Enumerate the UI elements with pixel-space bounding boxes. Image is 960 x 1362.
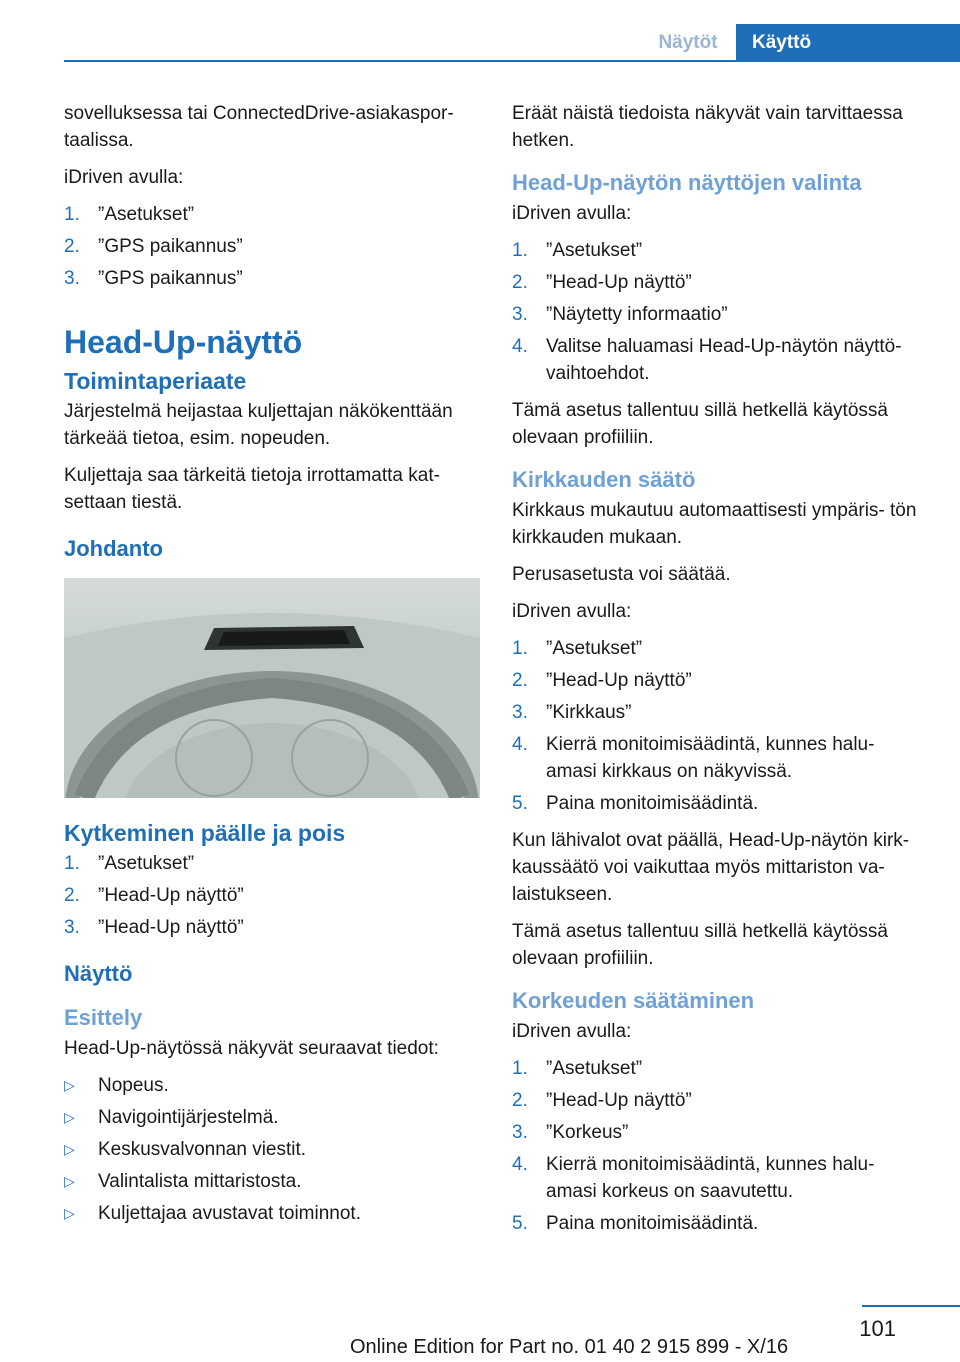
saved-text-1: Tämä asetus tallentuu sillä hetkellä käytössä olevaan profiiliin.: [512, 400, 888, 448]
list-item: 4. Kierrä monitoimisäädintä, kunnes halu- amasi kirkkaus on näkyvissä.: [512, 734, 875, 782]
steps-gps: [64, 201, 484, 292]
list-item: 1. ”Asetukset”: [512, 1058, 643, 1079]
section-switch: Kytkeminen päälle ja pois: [64, 820, 346, 846]
steps-switch: [64, 850, 484, 941]
idrive-label: iDriven avulla:: [512, 601, 632, 622]
header-tab-operation: Käyttö: [736, 24, 960, 62]
section-display: Näyttö: [64, 961, 133, 986]
intro-right-text: Eräät näistä tiedoista näkyvät vain tarvittaessa hetken.: [512, 103, 903, 151]
principle-text-1: Järjestelmä heijastaa kuljettajan näkökenttään tärkeää tietoa, esim. nopeuden.: [64, 401, 453, 449]
header-tab-displays: Näytöt: [658, 32, 718, 53]
steps-select: [512, 237, 928, 387]
page-number: 101: [859, 1316, 896, 1341]
dashboard-illustration: [64, 578, 480, 798]
principle-text-2: Kuljettaja saa tärkeitä tietoja irrottamatta kat- settaan tiestä.: [64, 465, 440, 513]
section-brightness: Kirkkauden säätö: [512, 467, 696, 492]
list-item: 1. ”Asetukset”: [512, 240, 643, 261]
list-item: 5. Paina monitoimisäädintä.: [512, 793, 759, 814]
list-item: 2. ”Head-Up näyttö”: [512, 670, 692, 691]
intro-text: sovelluksessa tai ConnectedDrive-asiakaspor- taalissa.: [64, 103, 454, 151]
steps-brightness: [512, 635, 928, 817]
section-overview: Esittely: [64, 1005, 143, 1030]
list-item: 3. ”Näytetty informaatio”: [512, 304, 728, 325]
header-rule: [64, 60, 960, 62]
list-item: 2. ”Head-Up näyttö”: [512, 272, 692, 293]
list-item: 2. ”Head-Up näyttö”: [64, 885, 244, 906]
list-item: ▷ Navigointijärjestelmä.: [64, 1107, 279, 1128]
list-item: 3. ”Head-Up näyttö”: [64, 917, 244, 938]
right-column: [512, 100, 928, 1247]
footer-rule: [862, 1305, 960, 1307]
brightness-text-3: Kun lähivalot ovat päällä, Head-Up-näytön kirk- kaussäätö voi vaikuttaa myös mittariston va- laistukseen.: [512, 830, 910, 905]
section-principle: Toimintaperiaate: [64, 368, 247, 394]
section-height: Korkeuden säätäminen: [512, 988, 755, 1013]
hud-figure: [64, 578, 480, 798]
list-item: 2. ”GPS paikannus”: [64, 236, 243, 257]
page-title: Head-Up-näyttö: [64, 324, 303, 360]
section-intro: Johdanto: [64, 536, 163, 561]
list-item: 3. ”Kirkkaus”: [512, 702, 632, 723]
list-item: ▷ Keskusvalvonnan viestit.: [64, 1139, 307, 1160]
list-item: 2. ”Head-Up näyttö”: [512, 1090, 692, 1111]
list-item: 1. ”Asetukset”: [512, 638, 643, 659]
edition-text: Online Edition for Part no. 01 40 2 915 899 - X/16: [350, 1336, 789, 1358]
list-item: ▷ Valintalista mittaristosta.: [64, 1171, 302, 1192]
list-item: 4. Kierrä monitoimisäädintä, kunnes halu- amasi korkeus on saavutettu.: [512, 1154, 875, 1202]
list-item: 1. ”Asetukset”: [64, 204, 195, 225]
list-item: 3. ”GPS paikannus”: [64, 268, 243, 289]
display-info-list: [64, 1072, 484, 1227]
list-item: 1. ”Asetukset”: [64, 853, 195, 874]
list-item: 4. Valitse haluamasi Head-Up-näytön näyttö- vaihtoehdot.: [512, 336, 902, 384]
brightness-text-2: Perusasetusta voi säätää.: [512, 564, 731, 585]
idrive-label: iDriven avulla:: [64, 167, 184, 188]
list-item: ▷ Kuljettajaa avustavat toiminnot.: [64, 1203, 361, 1224]
brightness-text-1: Kirkkaus mukautuu automaattisesti ympäris- tön kirkkauden mukaan.: [512, 500, 917, 548]
left-column: [64, 100, 484, 1237]
section-select: Head-Up-näytön näyttöjen valinta: [512, 170, 862, 195]
list-item: ▷ Nopeus.: [64, 1075, 169, 1096]
idrive-label: iDriven avulla:: [512, 203, 632, 224]
list-item: 5. Paina monitoimisäädintä.: [512, 1213, 759, 1234]
overview-text: Head-Up-näytössä näkyvät seuraavat tiedot:: [64, 1038, 439, 1059]
list-item: 3. ”Korkeus”: [512, 1122, 629, 1143]
steps-height: [512, 1055, 928, 1237]
idrive-label: iDriven avulla:: [512, 1021, 632, 1042]
saved-text-2: Tämä asetus tallentuu sillä hetkellä käytössä olevaan profiiliin.: [512, 921, 888, 969]
